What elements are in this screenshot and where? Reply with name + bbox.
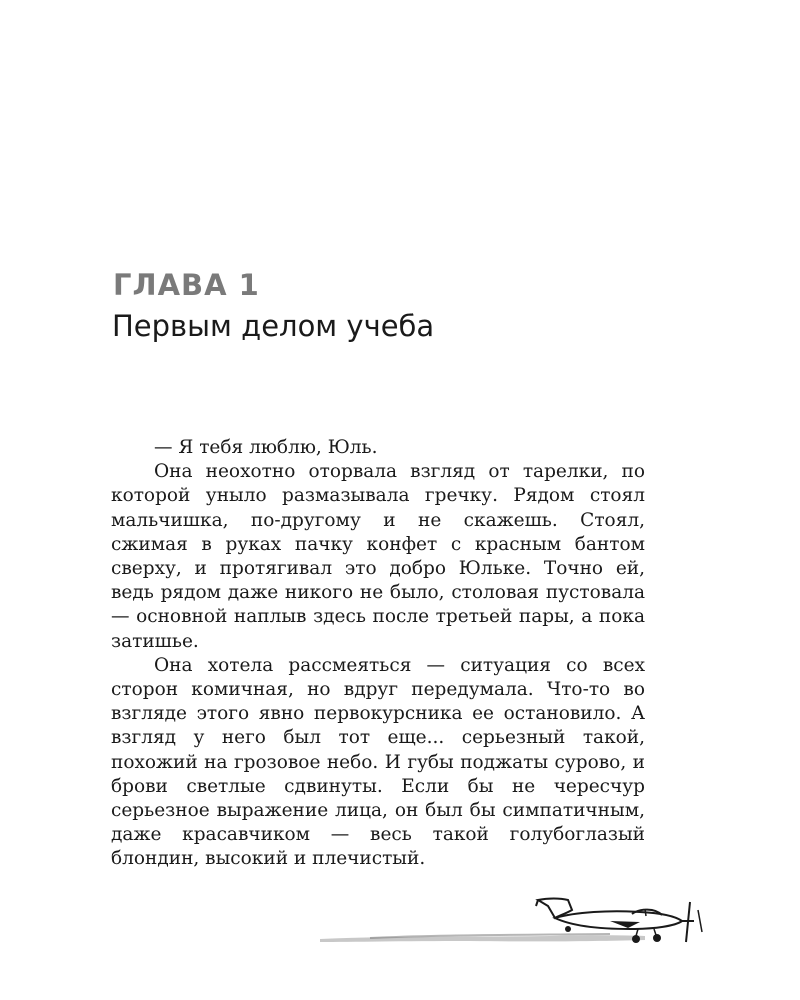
airplane-wheel bbox=[632, 935, 640, 943]
airplane-wheel bbox=[565, 926, 571, 932]
chapter-title: Первым делом учеба bbox=[112, 309, 435, 343]
airplane-icon bbox=[310, 888, 710, 954]
paragraph: — Я тебя люблю, Юль. bbox=[154, 437, 378, 458]
paragraph: Она хотела рассмеяться — ситуация со всех сторон комичная, но вдруг передумала. Что-то во взгляде этого явно первокурсника ее остановило. А взгляд у него был тот еще... серьезный такой, похожий на грозовое небо. И губы поджаты сурово, и брови светлые сдвинуты. Если бы не чересчур серьезное выражение лица, он был бы симпатичным, даже красавчиком — весь такой голубоглазый блондин, высокий и плечистый. bbox=[111, 654, 645, 870]
chapter-number: ГЛАВА 1 bbox=[113, 268, 260, 302]
chapter-body bbox=[111, 436, 645, 872]
paragraph: Она неохотно оторвала взгляд от тарелки, по которой уныло размазывала гречку. Рядом стоял мальчишка, по-другому и не скажешь. Стоял, сжимая в руках пачку конфет с красным бантом сверху, и протягивал это добро Юльке. Точно ей, ведь рядом даже никого не было, столовая пустовала — основной наплыв здесь после третьей пары, а пока затишье. bbox=[111, 461, 645, 652]
airplane-body bbox=[555, 911, 682, 929]
airplane-wheel bbox=[653, 934, 661, 942]
ground-stroke bbox=[320, 935, 645, 942]
